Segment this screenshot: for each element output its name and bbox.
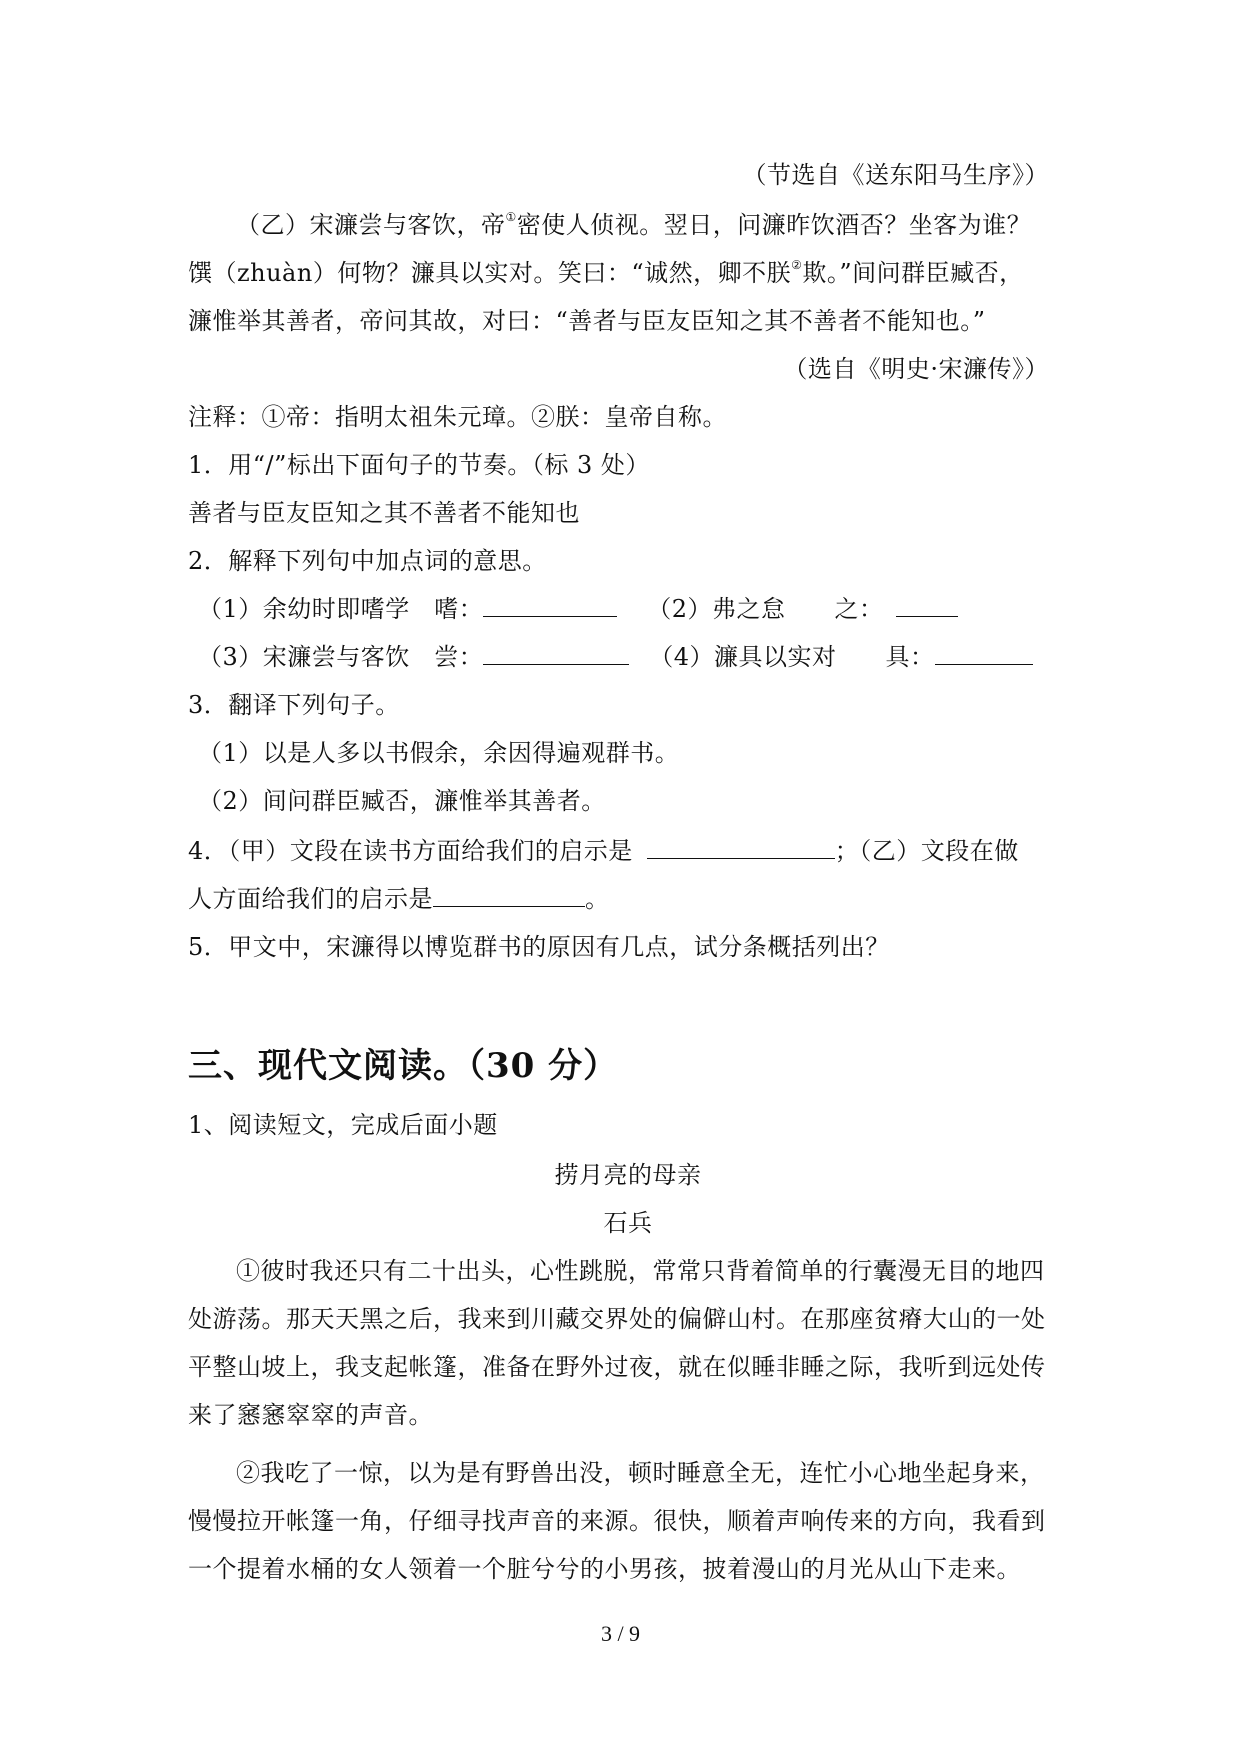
page-number: 3 / 9 — [600, 1621, 641, 1646]
question-4-text-b: ；（乙）文段在做 — [834, 837, 1019, 865]
paragraph-1-line-2: 处游荡。那天天黑之后，我来到川藏交界处的偏僻山村。在那座贫瘠大山的一处 — [188, 1305, 1046, 1333]
article-title: 捞月亮的母亲 — [554, 1161, 702, 1189]
paragraph-1-line-1: ①彼时我还只有二十出头，心性跳脱，常常只背着简单的行囊漫无目的地四 — [236, 1257, 1045, 1285]
question-3-2 — [188, 784, 1068, 818]
q2-item-3-blank[interactable] — [483, 642, 629, 665]
paragraph-1-line-3: 平整山坡上，我支起帐篷，准备在野外过夜，就在似睡非睡之际，我听到远处传 — [188, 1353, 1046, 1381]
passage-a-source: （节选自《送东阳马生序》） — [742, 161, 1049, 189]
passage-b-line-1-text-a: （乙）宋濂尝与客饮，帝 — [236, 211, 506, 239]
question-3-1 — [188, 736, 1068, 770]
q2-item-3-text: （3）宋濂尝与客饮 尝： — [198, 643, 484, 671]
paragraph-2-line-3: 一个提着水桶的女人领着一个脏兮兮的小男孩，披着漫山的月光从山下走来。 — [188, 1555, 1021, 1583]
question-5: 5．甲文中，宋濂得以博览群书的原因有几点，试分条概括列出？ — [188, 933, 890, 961]
passage-b-line-2 — [188, 256, 1068, 290]
q2-item-1-blank[interactable] — [483, 594, 617, 617]
passage-b-line-2-text-b: 欺。”间问群臣臧否， — [802, 259, 1024, 287]
question-3: 3．翻译下列句子。 — [188, 691, 400, 719]
q2-item-2-blank[interactable] — [896, 594, 958, 617]
paragraph-1-line-4: 来了窸窸窣窣的声音。 — [188, 1401, 433, 1429]
passage-b-line-1 — [236, 208, 1068, 242]
footnote-marker-2: ② — [791, 258, 803, 272]
question-2-row-1 — [188, 592, 1068, 626]
question-4-text-c: 人方面给我们的启示是 — [188, 885, 433, 913]
notes: 注释：①帝：指明太祖朱元璋。②朕：皇帝自称。 — [188, 403, 727, 431]
article-author: 石兵 — [603, 1209, 653, 1237]
passage-b-line-2-text-a: 馔（zhuàn）何物？濂具以实对。笑曰：“诚然，卿不朕 — [188, 259, 792, 287]
passage-b-line-1-text-b: 密使人侦视。翌日，问濂昨饮酒否？坐客为谁？ — [516, 211, 1032, 239]
paragraph-2-line-2: 慢慢拉开帐篷一角，仔细寻找声音的来源。很快，顺着声响传来的方向，我看到 — [188, 1507, 1046, 1535]
question-1-sentence: 善者与臣友臣知之其不善者不能知也 — [188, 499, 580, 527]
question-3-2-text: （2）间问群臣臧否，濂惟举其善者。 — [198, 787, 606, 815]
question-4-line-1 — [188, 834, 1068, 868]
question-4-text-a: 4．（甲）文段在读书方面给我们的启示是 — [188, 837, 633, 865]
q4-blank-1[interactable] — [647, 836, 835, 859]
passage-b-source: （选自《明史·宋濂传》） — [783, 355, 1049, 383]
section-3-instruction: 1、阅读短文，完成后面小题 — [188, 1111, 498, 1139]
footnote-marker-1: ① — [505, 210, 517, 224]
question-2: 2．解释下列句中加点词的意思。 — [188, 547, 547, 575]
passage-b-line-3: 濂惟举其善者，帝问其故，对曰：“善者与臣友臣知之其不善者不能知也。” — [188, 307, 986, 335]
q2-item-4-text: （4）濂具以实对 具： — [649, 643, 935, 671]
section-3-title: 三、现代文阅读。（30 分） — [188, 1046, 619, 1086]
q2-item-4-blank[interactable] — [935, 642, 1033, 665]
q4-blank-2[interactable] — [433, 884, 585, 907]
question-3-1-text: （1）以是人多以书假余，余因得遍观群书。 — [198, 739, 680, 767]
question-4-text-d: 。 — [585, 885, 610, 913]
q2-item-1-text: （1）余幼时即嗜学 嗜： — [198, 595, 484, 623]
question-4-line-2 — [188, 882, 1068, 916]
paragraph-2-line-1: ②我吃了一惊，以为是有野兽出没，顿时睡意全无，连忙小心地坐起身来， — [236, 1459, 1045, 1487]
q2-item-2-text: （2）弗之怠 之： — [647, 595, 884, 623]
question-2-row-2 — [188, 640, 1068, 674]
question-1: 1．用“/”标出下面句子的节奏。（标 3 处） — [188, 451, 650, 479]
